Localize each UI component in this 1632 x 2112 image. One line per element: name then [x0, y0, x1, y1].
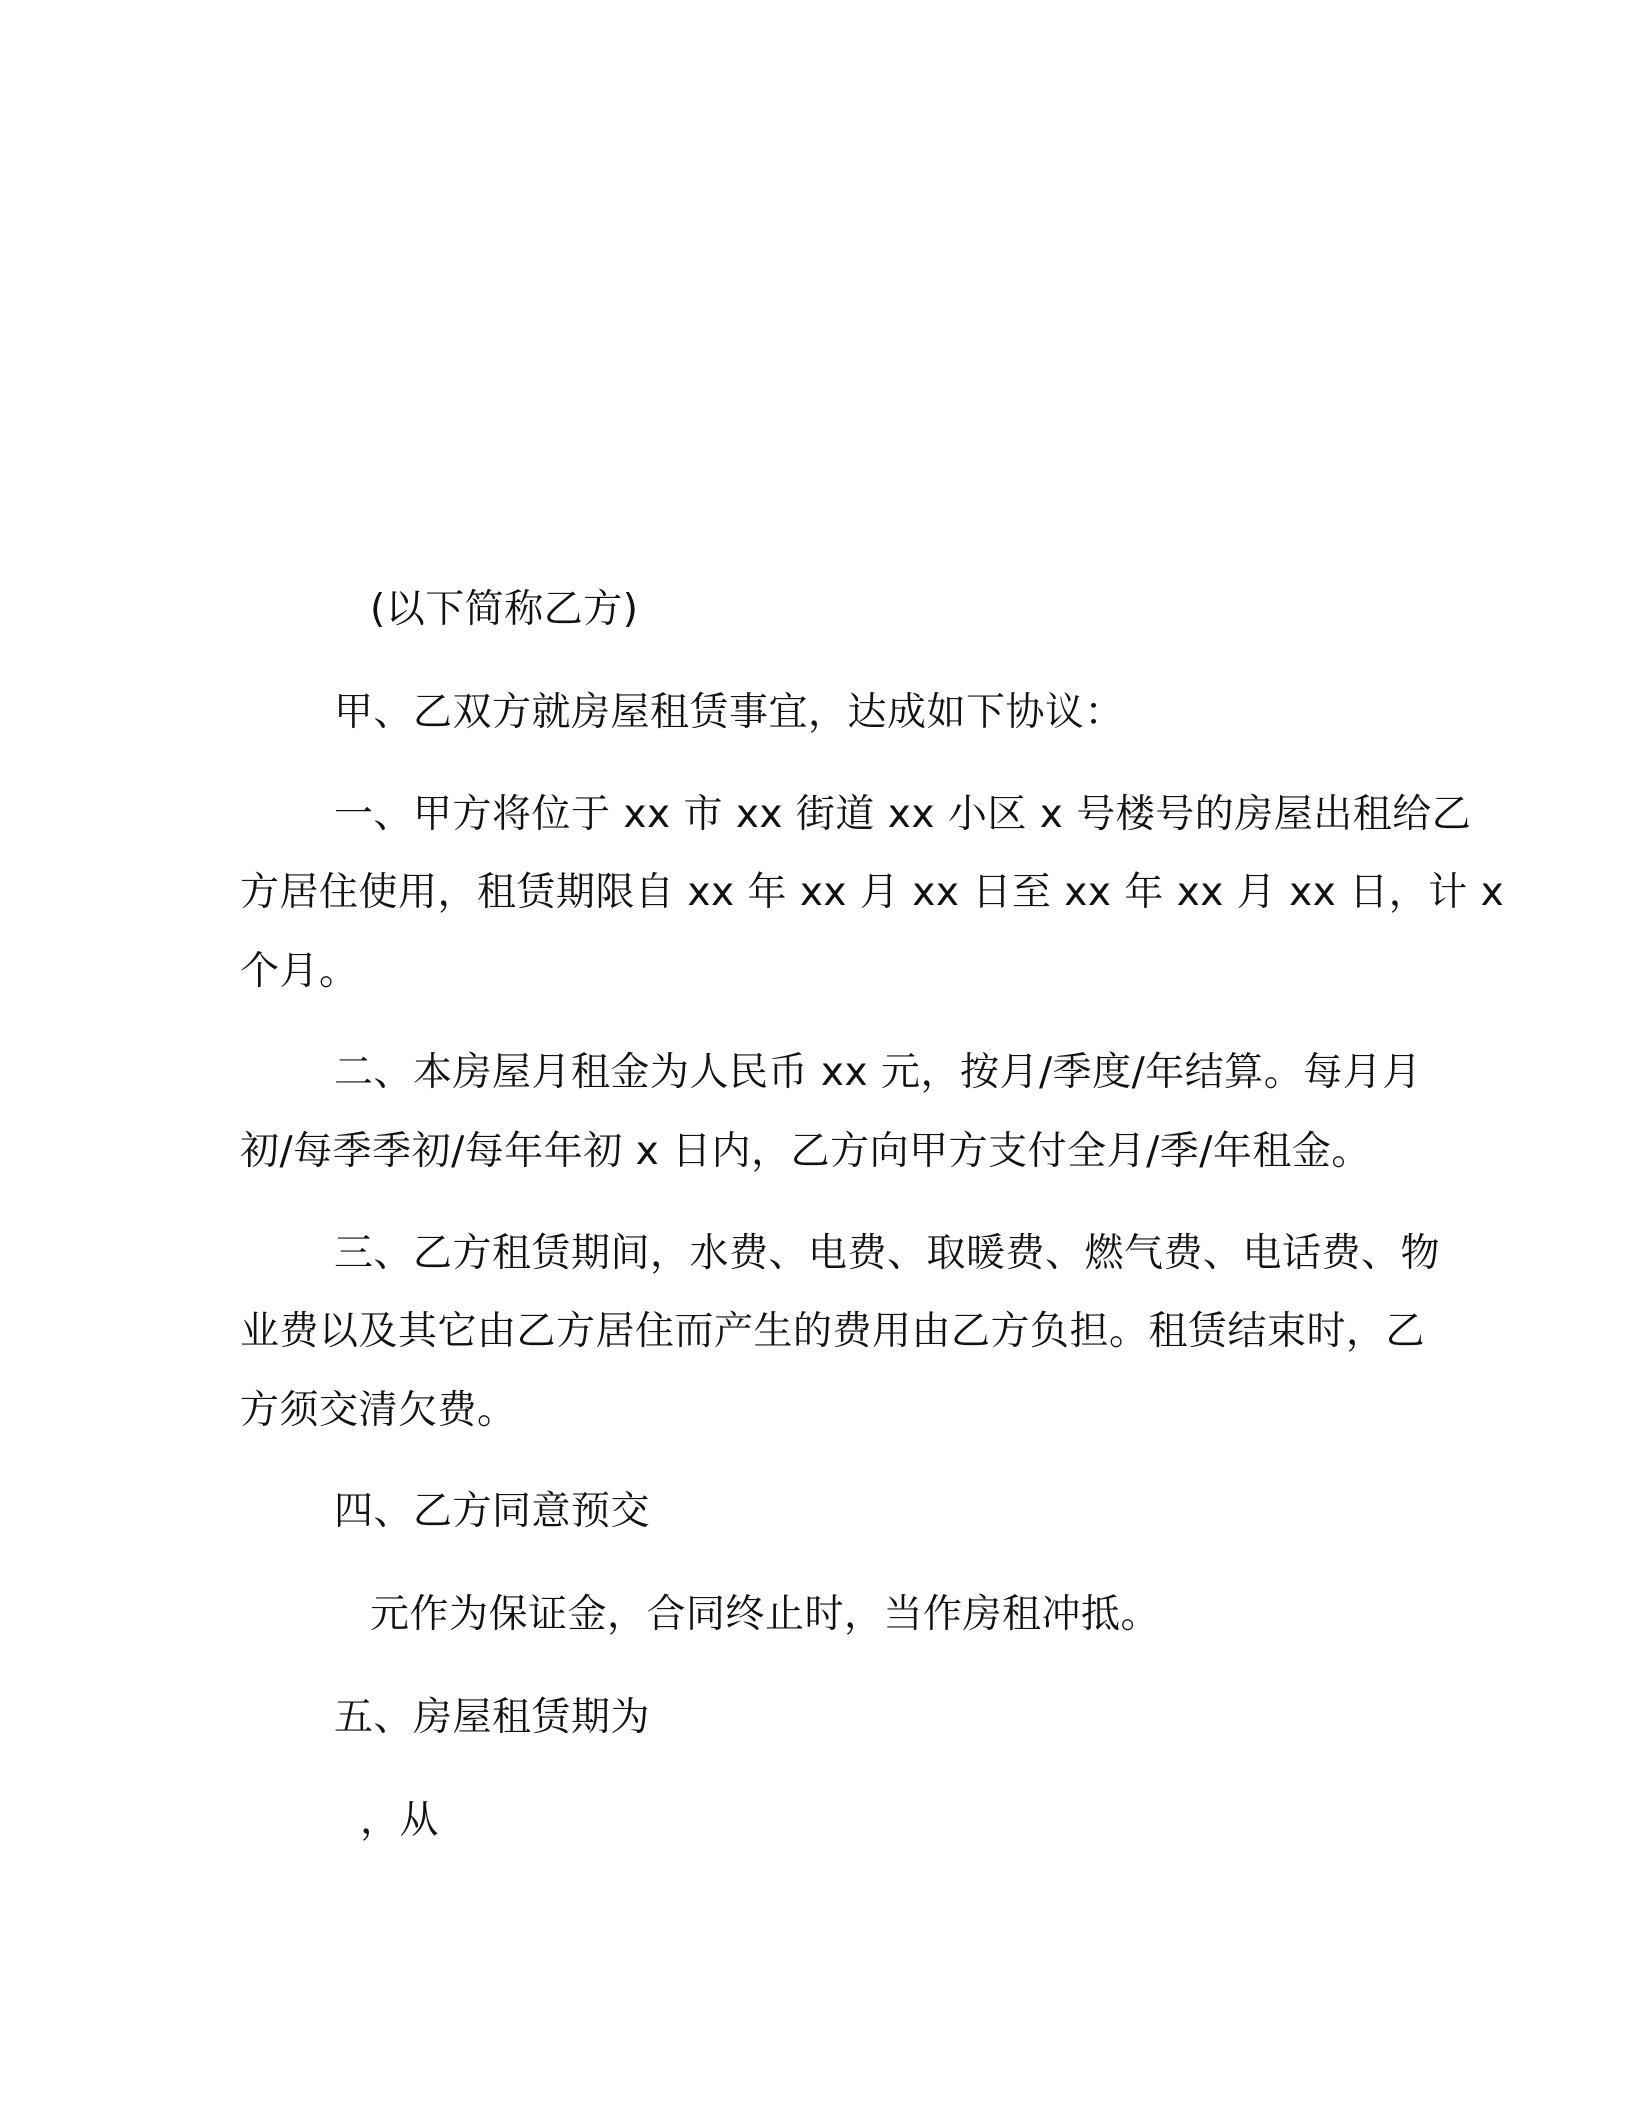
- clause-1-line-3: 个月。: [240, 949, 359, 994]
- clause-4-line-2: 元作为保证金，合同终止时，当作房租冲抵。: [370, 1592, 1161, 1637]
- clause-5-line-2: ，从: [360, 1798, 440, 1843]
- clause-3-line-2: 业费以及其它由乙方居住而产生的费用由乙方负担。租赁结束时，乙: [240, 1309, 1426, 1354]
- clause-2-line-1: 二、本房屋月租金为人民币 xx 元，按月/季度/年结算。每月月: [334, 1050, 1422, 1095]
- clause-2-line-2: 初/每季季初/每年年初 x 日内，乙方向甲方支付全月/季/年租金。: [240, 1129, 1371, 1174]
- clause-5-line-1: 五、房屋租赁期为: [334, 1695, 651, 1740]
- clause-3-line-1: 三、乙方租赁期间，水费、电费、取暖费、燃气费、电话费、物: [334, 1231, 1441, 1276]
- clause-1-line-1: 一、甲方将位于 xx 市 xx 街道 xx 小区 x 号楼号的房屋出租给乙: [334, 792, 1472, 837]
- clause-3-line-3: 方须交清欠费。: [240, 1388, 517, 1433]
- clause-1-line-2: 方居住使用，租赁期限自 xx 年 xx 月 xx 日至 xx 年 xx 月 xx 日，计 x: [240, 870, 1505, 915]
- party-b-abbrev: (以下简称乙方): [370, 587, 639, 632]
- clause-4-line-1: 四、乙方同意预交: [334, 1489, 651, 1534]
- intro-line: 甲、乙双方就房屋租赁事宜，达成如下协议：: [334, 690, 1125, 735]
